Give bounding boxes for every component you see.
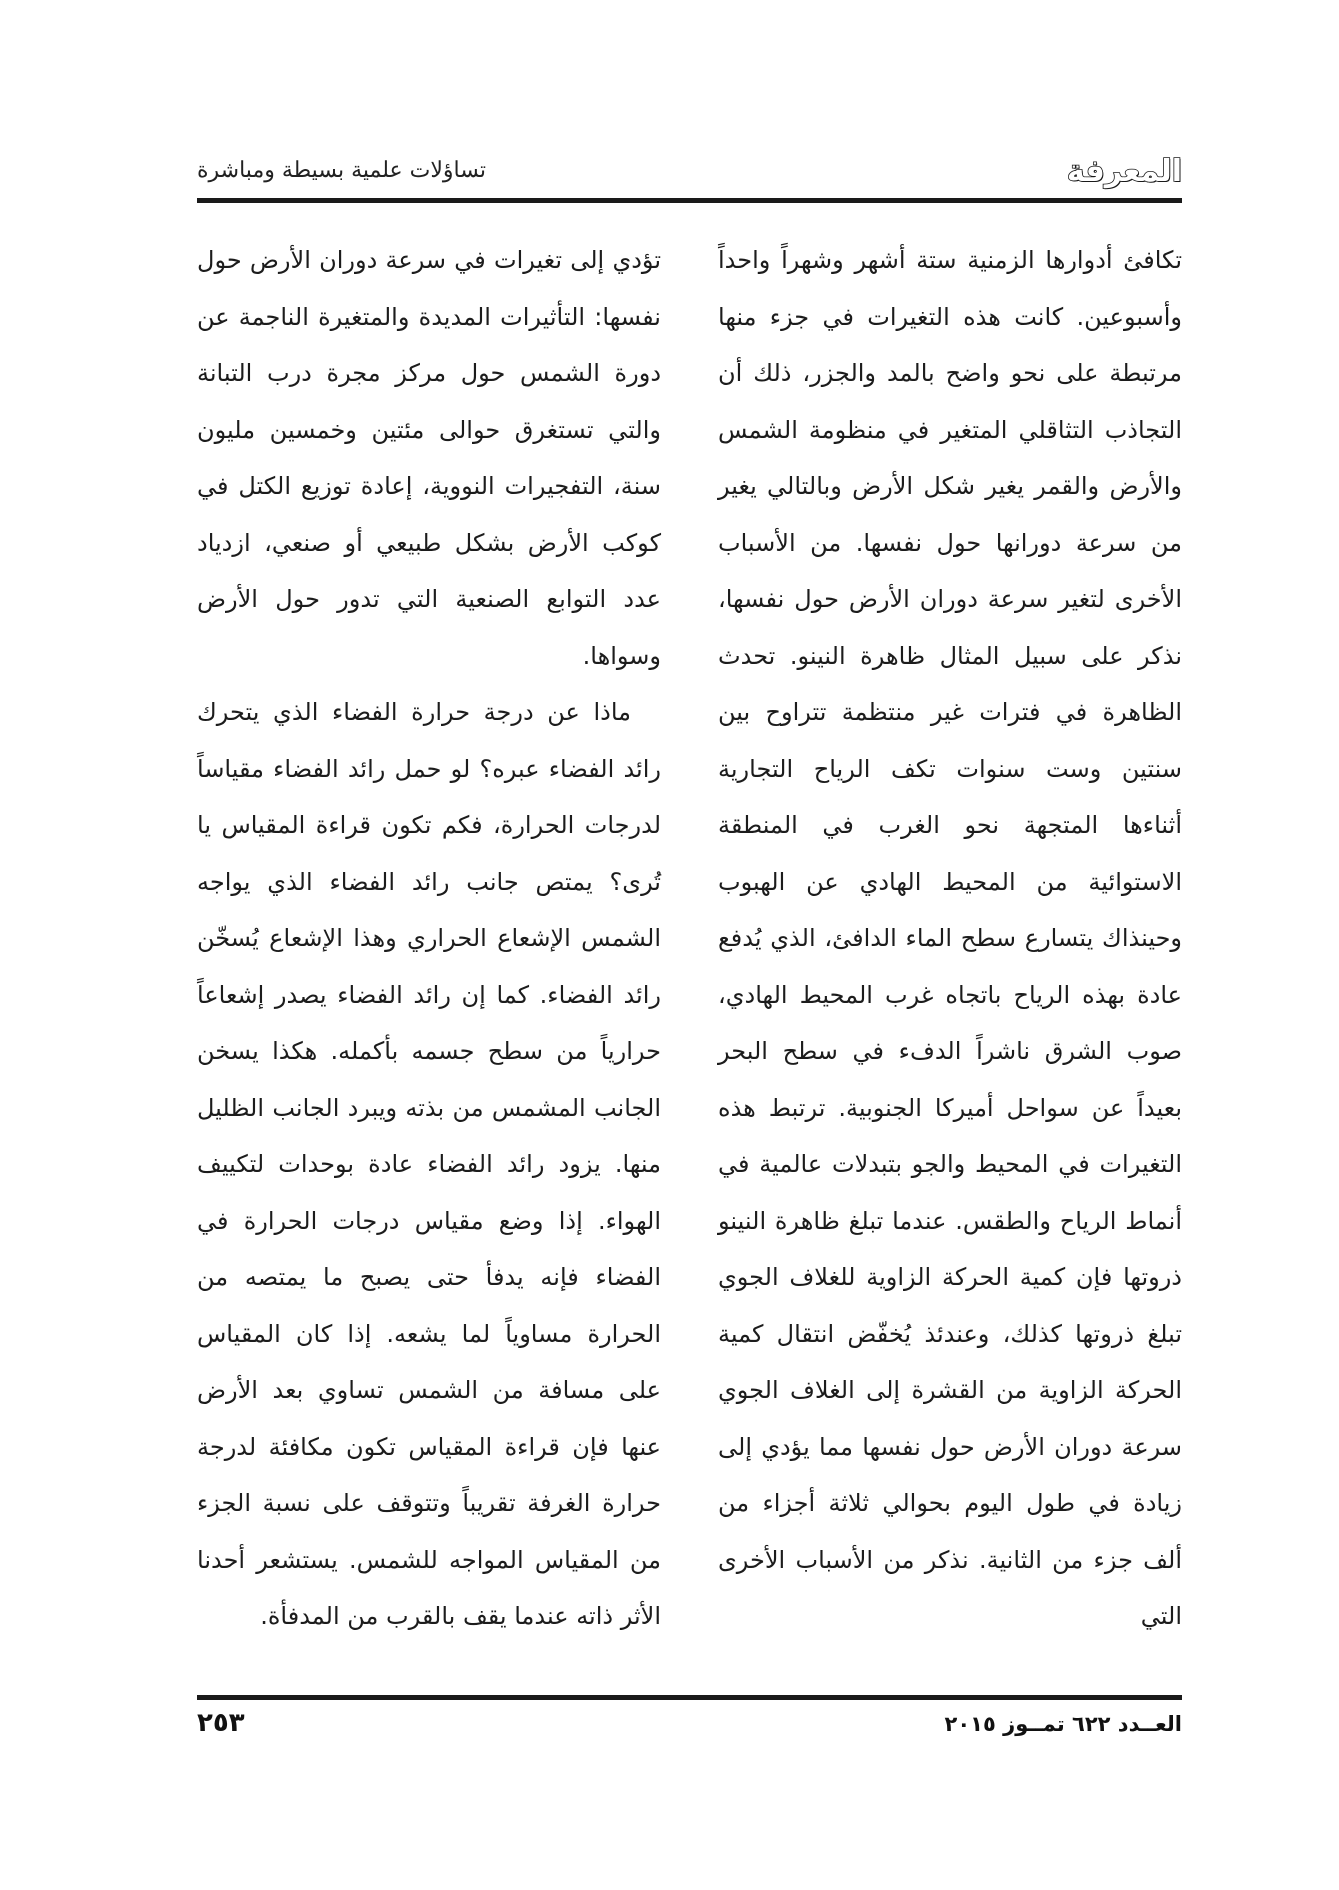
page-number: ٢٥٣ — [197, 1708, 245, 1738]
header-divider — [197, 198, 1182, 203]
column-left-paragraph-2: ماذا عن درجة حرارة الفضاء الذي يتحرك رائد الفضاء عبره؟ لو حمل رائد الفضاء مقياساً لدرجات الحرارة، فكم تكون قراءة المقياس يا تُرى؟ يمتص جانب رائد الفضاء الذي يواجه الشمس الإشعاع الحراري وهذا الإشعاع يُسخّن رائد الفضاء. كما إن رائد الفضاء يصدر إشعاعاً حرارياً من سطح جسمه بأكمله. هكذا يسخن الجانب المشمس من بذته ويبرد الجانب الظليل منها. يزود رائد الفضاء عادة بوحدات لتكييف الهواء. إذا وضع مقياس درجات الحرارة في الفضاء فإنه يدفأ حتى يصبح ما يمتصه من الحرارة مساوياً لما يشعه. إذا كان المقياس على مسافة من الشمس تساوي بعد الأرض عنها فإن قراءة المقياس تكون مكافئة لدرجة حرارة الغرفة تقريباً وتتوقف على نسبة الجزء من المقياس المواجه للشمس. يستشعر أحدنا الأثر ذاته عندما يقف بالقرب من المدفأة. — [197, 698, 661, 1630]
article-column-left — [197, 232, 661, 1645]
article-column-right — [718, 232, 1182, 1645]
page-header — [197, 148, 1182, 194]
running-title: تساؤلات علمية بسيطة ومباشرة — [197, 158, 486, 183]
magazine-logo: المعرفة — [1066, 154, 1182, 189]
column-left-paragraph-1: تؤدي إلى تغيرات في سرعة دوران الأرض حول نفسها: التأثيرات المديدة والمتغيرة الناجمة عن دورة الشمس حول مركز مجرة درب التبانة والتي تستغرق حوالى مئتين وخمسين مليون سنة، التفجيرات النووية، إعادة توزيع الكتل في كوكب الأرض بشكل طبيعي أو صنعي، ازدياد عدد التوابع الصنعية التي تدور حول الأرض وسواها. — [197, 246, 661, 670]
footer-divider — [197, 1695, 1182, 1700]
column-right-paragraph: تكافئ أدوارها الزمنية ستة أشهر وشهراً واحداً وأسبوعين. كانت هذه التغيرات في جزء منها مرتبطة على نحو واضح بالمد والجزر، ذلك أن التجاذب التثاقلي المتغير في منظومة الشمس والأرض والقمر يغير شكل الأرض وبالتالي يغير من سرعة دورانها حول نفسها. من الأسباب الأخرى لتغير سرعة دوران الأرض حول نفسها، نذكر على سبيل المثال ظاهرة النينو. تحدث الظاهرة في فترات غير منتظمة تتراوح بين سنتين وست سنوات تكف الرياح التجارية أثناءها المتجهة نحو الغرب في المنطقة الاستوائية من المحيط الهادي عن الهبوب وحينذاك يتسارع سطح الماء الدافئ، الذي يُدفع عادة بهذه الرياح باتجاه غرب المحيط الهادي، صوب الشرق ناشراً الدفء في سطح البحر بعيداً عن سواحل أميركا الجنوبية. ترتبط هذه التغيرات في المحيط والجو بتبدلات عالمية في أنماط الرياح والطقس. عندما تبلغ ظاهرة النينو ذروتها فإن كمية الحركة الزاوية للغلاف الجوي تبلغ ذروتها كذلك، وعندئذ يُخفّض انتقال كمية الحركة الزاوية من القشرة إلى الغلاف الجوي سرعة دوران الأرض حول نفسها مما يؤدي إلى زيادة في طول اليوم بحوالي ثلاثة أجزاء من ألف جزء من الثانية. نذكر من الأسباب الأخرى التي — [718, 246, 1182, 1630]
issue-info: العــدد ٦٢٢ تمــوز ٢٠١٥ — [944, 1712, 1182, 1736]
